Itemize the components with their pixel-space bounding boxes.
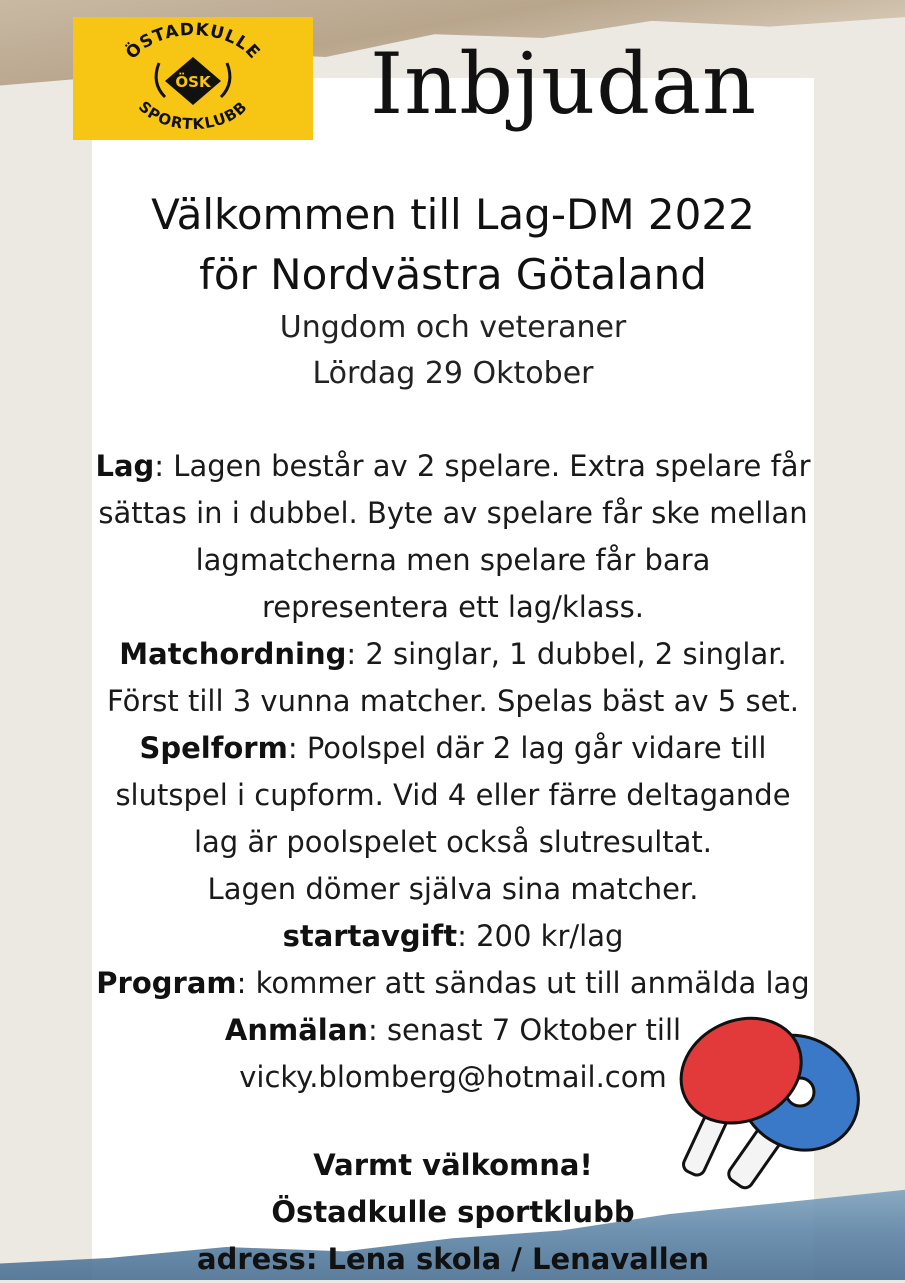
event-subtitle: [92, 185, 814, 305]
section-program-label: Program: [96, 966, 237, 1000]
section-lag-line-1: Lagen består av 2 spelare. Extra spelare får: [173, 449, 811, 483]
page-title: Inbjudan: [370, 35, 758, 133]
subtitle-line-1: Välkommen till Lag-DM 2022: [151, 190, 755, 239]
table-tennis-paddles-icon: [640, 1010, 870, 1220]
section-lag: Lag: Lagen består av 2 spelare. Extra spelare får: [95, 449, 811, 483]
section-anmalan-label: Anmälan: [224, 1013, 368, 1047]
venue-address: adress: Lena skola / Lenavallen: [197, 1242, 709, 1276]
section-program-text: kommer att sändas ut till anmälda lag: [255, 966, 810, 1000]
section-spelform-label: Spelform: [139, 731, 288, 765]
contact-email[interactable]: vicky.blomberg@hotmail.com: [239, 1060, 667, 1094]
event-meta: [92, 305, 814, 397]
event-category: Ungdom och veteraner: [279, 310, 627, 345]
section-lag-line-3: lagmatcherna men spelare får bara: [195, 543, 711, 577]
club-logo-icon: [73, 17, 313, 140]
section-spelform-line-2: slutspel i cupform. Vid 4 eller färre deltagande: [115, 778, 791, 812]
closing-greeting: Varmt välkomna!: [313, 1148, 593, 1182]
section-anmalan: Anmälan: senast 7 Oktober till: [224, 1013, 682, 1047]
event-details: [92, 443, 814, 1101]
subtitle-line-2: för Nordvästra Götaland: [199, 250, 707, 299]
section-anmalan-text: senast 7 Oktober till: [386, 1013, 682, 1047]
section-spelform: Spelform: Poolspel där 2 lag går vidare till: [139, 731, 767, 765]
section-matchordning-line-1: 2 singlar, 1 dubbel, 2 singlar.: [365, 637, 787, 671]
section-program: Program: kommer att sändas ut till anmälda lag: [96, 966, 810, 1000]
section-spelform-line-3: lag är poolspelet också slutresultat.: [193, 825, 713, 859]
logo-bottom-text: SPORTKLUBB: [135, 97, 251, 134]
club-name: Östadkulle sportklubb: [271, 1195, 635, 1229]
section-spelform-line-1: Poolspel där 2 lag går vidare till: [306, 731, 767, 765]
section-spelform-line-4: Lagen dömer själva sina matcher.: [207, 872, 699, 906]
section-lag-line-2: sättas in i dubbel. Byte av spelare får ske mellan: [98, 496, 808, 530]
logo-top-text: ÖSTADKULLE: [122, 19, 265, 64]
section-lag-label: Lag: [95, 449, 155, 483]
section-startavgift: startavgift: 200 kr/lag: [282, 919, 624, 953]
svg-text:ÖSTADKULLE: [121, 20, 264, 64]
section-lag-line-4: representera ett lag/klass.: [262, 590, 644, 624]
logo-center-text: ÖSK: [175, 73, 211, 91]
section-matchordning-label: Matchordning: [119, 637, 347, 671]
section-startavgift-text: 200 kr/lag: [476, 919, 624, 953]
event-date: Lördag 29 Oktober: [312, 356, 594, 391]
section-startavgift-label: startavgift: [282, 919, 458, 953]
section-matchordning: Matchordning: 2 singlar, 1 dubbel, 2 singlar.: [119, 637, 787, 671]
section-matchordning-line-2: Först till 3 vunna matcher. Spelas bäst av 5 set.: [106, 684, 800, 718]
